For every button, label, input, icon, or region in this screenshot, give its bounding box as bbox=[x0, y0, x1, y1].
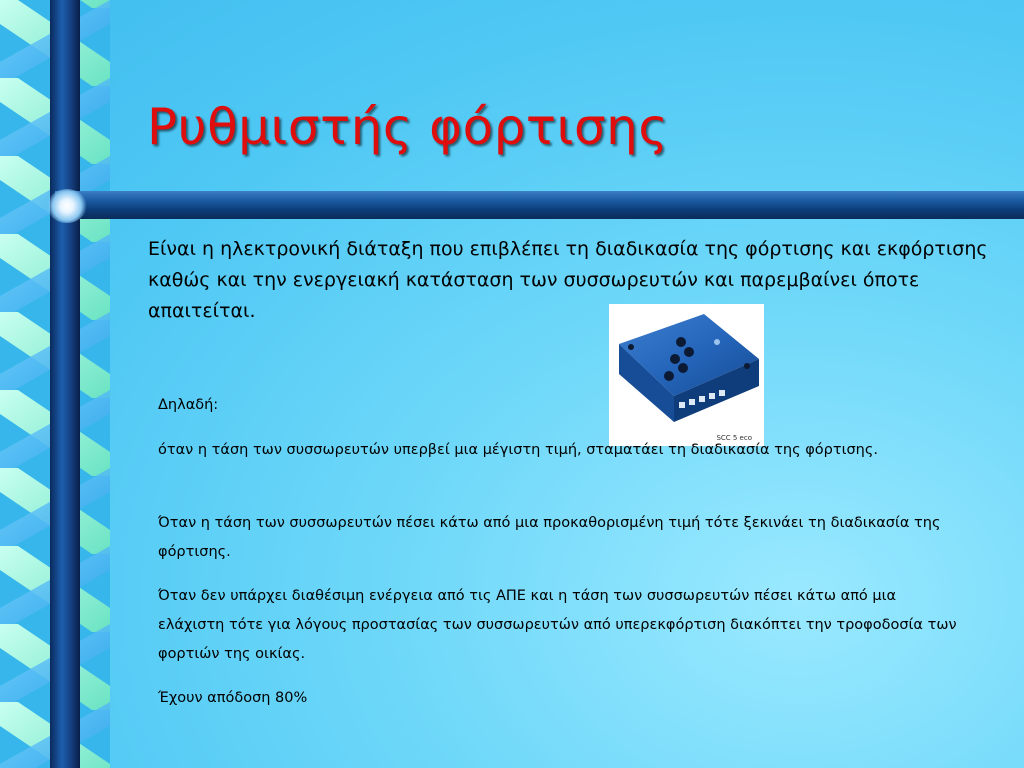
bar-highlight-decoration bbox=[47, 189, 87, 223]
image-caption: SCC 5 eco bbox=[716, 434, 752, 442]
charge-controller-photo-icon bbox=[609, 304, 764, 446]
left-ribbon-decoration bbox=[0, 0, 110, 768]
intro-paragraph: Είναι η ηλεκτρονική διάταξη που επιβλέπει τη διαδικασία της φόρτισης και εκφόρτισης καθώς και την ενεργειακή κατάσταση των συσσωρευτών και παρεμβαίνει όποτε απαιτείται. bbox=[148, 238, 988, 322]
body-paragraph: Όταν δεν υπάρχει διαθέσιμη ενέργεια από τις ΑΠΕ και η τάση των συσσωρευτών πέσει κάτω από μια ελάχιστη τότε για λόγους προστασίας των συσσωρευτών από υπερεκφόρτιση διακόπτει την τροφοδοσία των φορτιών της οικίας. bbox=[158, 588, 957, 662]
body-paragraph: όταν η τάση των συσσωρευτών υπερβεί μια μέγιστη τιμή, σταματάει τη διαδικασία της φόρτισης. bbox=[158, 442, 878, 458]
body-paragraph: Δηλαδή: bbox=[158, 397, 219, 413]
title-underline-bar bbox=[55, 191, 1024, 219]
body-paragraph: Έχουν απόδοση 80% bbox=[158, 690, 308, 706]
charge-controller-image bbox=[609, 304, 764, 446]
body-paragraph: Όταν η τάση των συσσωρευτών πέσει κάτω από μια προκαθορισμένη τιμή τότε ξεκινάει τη διαδικασία της φόρτισης. bbox=[158, 515, 941, 560]
slide-title: Ρυθμιστής φόρτισης bbox=[147, 98, 669, 156]
